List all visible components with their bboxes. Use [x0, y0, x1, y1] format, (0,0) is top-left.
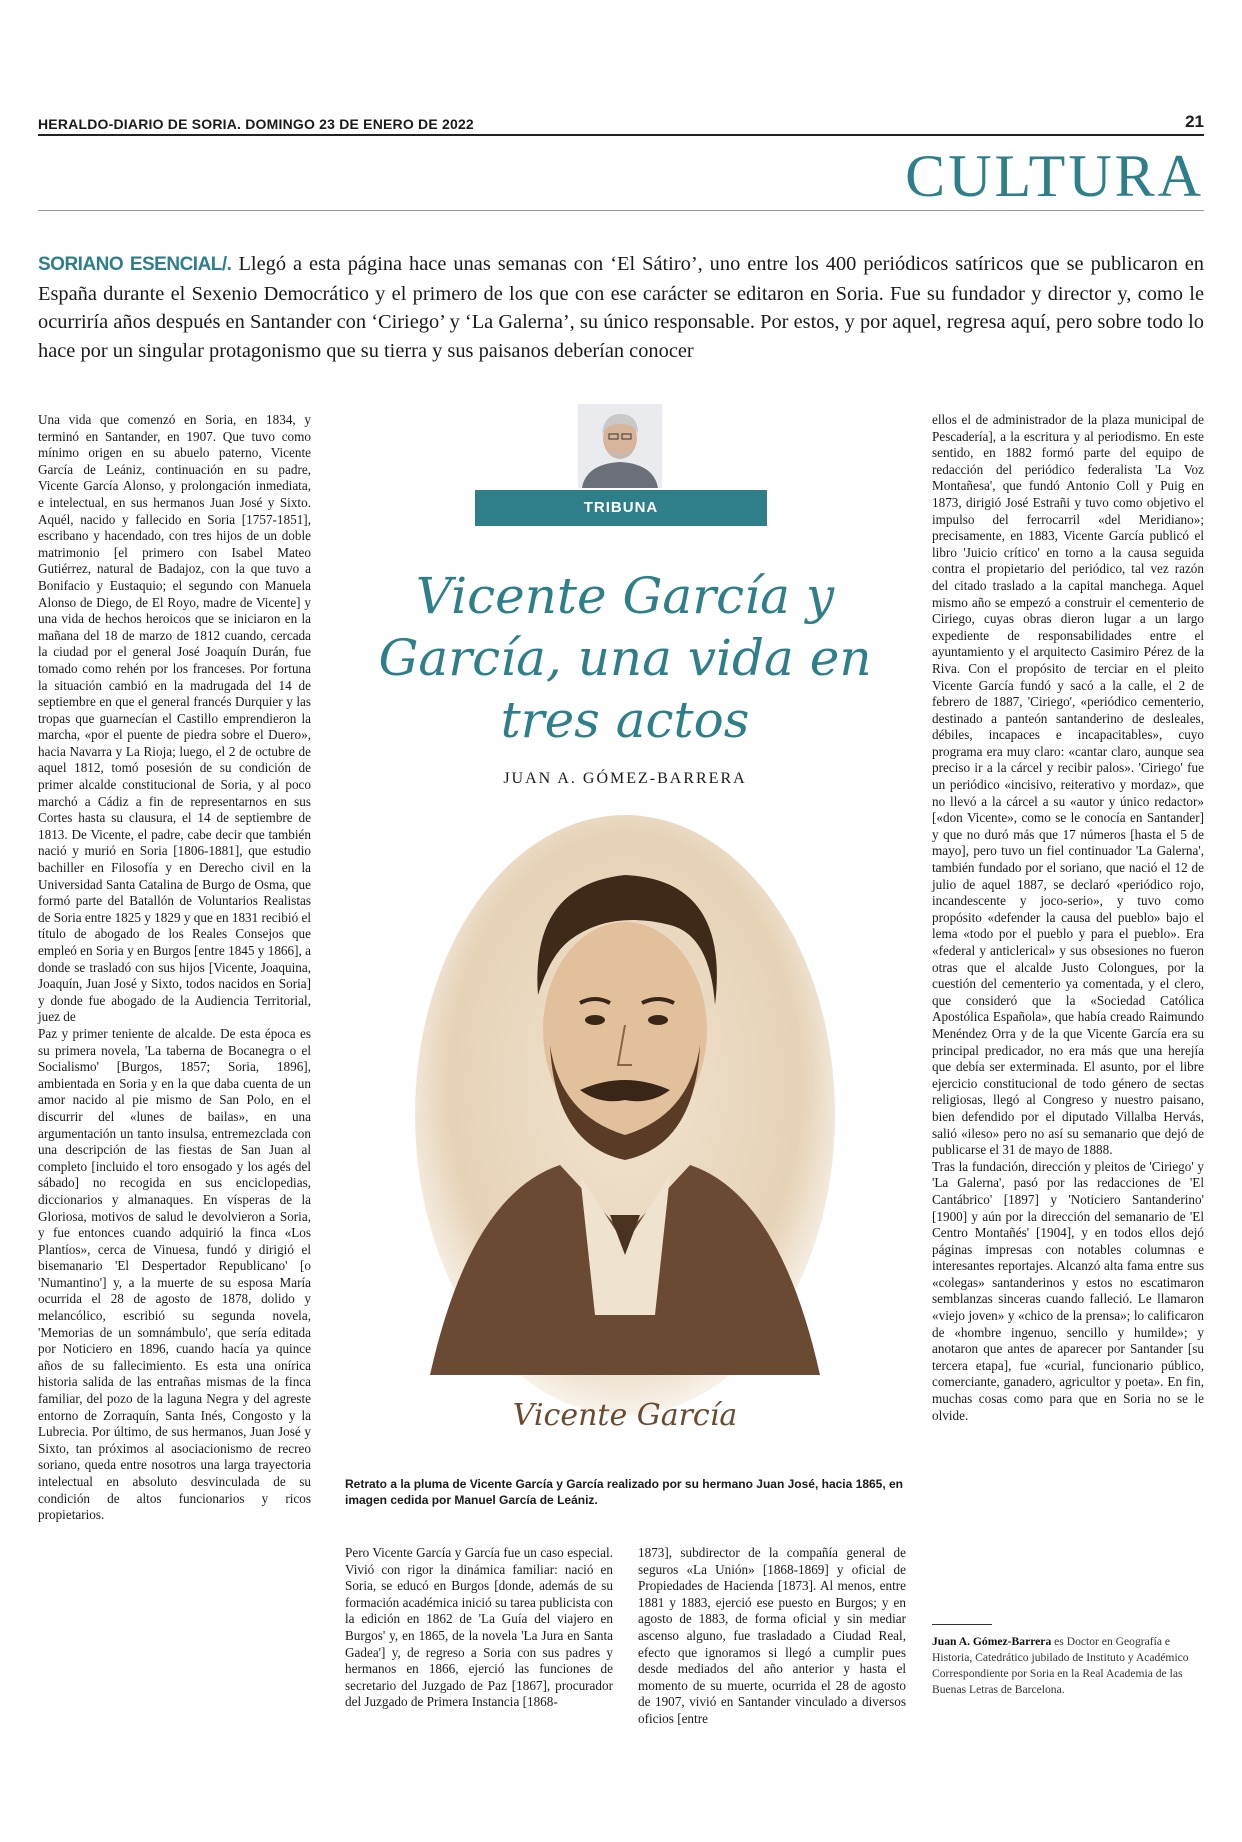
page-number: 21 [1185, 112, 1204, 131]
photo-caption: Retrato a la pluma de Vicente García y García realizado por su hermano Juan José, hacia 1865, en imagen cedida por Manuel García de Leániz. [345, 1477, 904, 1507]
section-rule [38, 210, 1204, 211]
lead-kicker: SORIANO ESENCIAL/. [38, 254, 232, 275]
lead-paragraph [38, 250, 1204, 365]
author-bio [932, 1634, 1204, 1698]
article-column-3: 1873], subdirector de la compañía general de seguros «La Unión» [1868-1869] y oficial de Propiedades de Hacienda [1873]. Al menos, entre 1881 y 1883, ejerció ese puesto en Burgos; y en agosto de 1883, de forma oficial y sin mediar ascenso alguno, fue trasladado a Ciudad Real, efecto que ignoramos si llegó a cumplir pues desde mediados del año anterior y hasta el momento de su muerte, ocurrida el 28 de agosto de 1907, vivió en Santander vinculado a diversos oficios [entre [638, 1545, 906, 1726]
lead-text: Llegó a esta página hace unas semanas con ‘El Sátiro’, uno entre los 400 periódicos satíricos que se publicaron en España durante el Sexenio Democrático y el primero de los que con ese carácter se editaron en Soria. Fue su fundador y director y, como le ocurriría años después en Santander con ‘Ciriego’ y ‘La Galerna’, su único responsable. Por estos, y por aquel, regresa aquí, pero sobre todo lo hace por un singular protagonismo que su tierra y sus paisanos deberían conocer [38, 253, 1205, 362]
bio-name: Juan A. Gómez-Barrera [932, 1635, 1052, 1648]
article-byline: JUAN A. GÓMEZ-BARRERA [503, 770, 747, 787]
article-column-1: Una vida que comenzó en Soria, en 1834, y terminó en Santander, en 1907. Que tuvo como mínimo origen en su abuelo paterno, Vicente García de Leániz, continuación en su padre, Vicente García Alonso, y prolongación inmediata, e intelectual, en sus hermanos Juan José y Sixto. Aquél, nacido y fallecido en Soria [1757-1851], escribano y hacendado, con tres hijos de un doble matrimonio [el primero con Isabel Mateo Gutiérrez, natural de Badajoz, con la que tuvo a Bonifacio y Eustaquio; el segundo con Manuela Alonso de Diego, de El Royo, madre de Vicente] y una vida de hechos heroicos que se iniciaron en la mañana del 18 de marzo de 1812 cuando, cercada la ciudad por el general José Joaquín Durán, fue tomado como rehén por los franceses. Por fortuna la situación cambió en la madrugada del 14 de septiembre en que el general francés Durquier y las tropas que guarnecían el Castillo emprendieron la marcha, «por el puente de piedra sobre el Duero», hacia Navarra y La Rioja; luego, el 2 de octubre de aquel 1812, tomó posesión de su condición de primer alcalde constitucional de Soria, y al poco marchó a Cádiz a fin de representarnos en sus Cortes hasta su clausura, el 14 de septiembre de 1813. De Vicente, el padre, cabe decir que también nació y murió en Soria [1806-1881], que estudio bachiller en Filosofía y en Derecho civil en la Universidad Santa Catalina de Burgo de Osma, que formó parte del Batallón de Voluntarios Realistas de Soria entre 1825 y 1829 y que en 1831 recibió el título de abogado de los Reales Consejos que empleó en Soria y en Burgos [entre 1845 y 1866], a donde se trasladó con sus hijos [Vicente, Joaquina, Joaquín, Juan José y Sixto, todos nacidos en Soria] y donde fue abogado de la Audiencia Territorial, juez de Paz y primer teniente de alcalde. De esta época es su primera novela, 'La taberna de Bocanegra o el Socialismo' [Burgos, 1857; Soria, 1896], ambientada en Soria y en la que daba cuenta de un amor nacido al pie mismo de San Polo, en el discurrir del «lunes de bailas», en una argumentación un tanto insulsa, entremezclada con una descripción de las fiestas de San Juan al completo [incluido el toro ensogado y los agés del sábado] no recogida en sus enciclopedias, diccionarios y almanaques. En vísperas de la Gloriosa, motivos de salud le devolvieron a Soria, y fue entonces cuando adquirió la finca «Los Plantíos», cerca de Vinuesa, fundó y dirigió el bisemanario 'El Despertador Republicano' [o 'Numantino'] y, a la muerte de su esposa María ocurrida el 28 de agosto de 1878, dolido y melancólico, escribió su segunda novela, 'Memorias de un somnámbulo', que sería editada por Noticiero en 1896, cuando hacía ya quince años de su fallecimiento. Es esta una onírica historia salida de las entrañas mismas de la finca familiar, del pozo de la laguna Negra y del agreste entorno de Zorraquín, Santa Inés, Congosto y la Lubrecia. Por último, de sus hermanos, Juan José y Sixto, tan próximos al asociacionismo de recreo soriano, queda entre nosotros una larga trayectoria intelectual en absoluto desvinculada de su condición de altos funcionarios y ricos propietarios. [38, 412, 311, 1523]
portrait-image [410, 815, 840, 1455]
article-column-4: ellos el de administrador de la plaza municipal de Pescadería], a la escritura y al periodismo. En este sentido, en 1882 formó parte del equipo de redacción del periódico federalista 'La Voz Montañesa', que fundó Antonio Coll y Puig en 1873, dirigió José Estrañi y tuvo como objetivo el impulso del ferrocarril «del Meridiano»; precisamente, en 1883, Vicente García publicó el libro 'Juicio crítico' en torno a la causa seguida contra el propietario del periódico, tal vez razón del citado traslado a la capital manchega. Aquel mismo año se empezó a construir el cementerio de Ciriego, cuyas obras dieron lugar a un largo expediente de responsabilidades entre el ayuntamiento y el arquitecto Casimiro Pérez de la Riva. Con el propósito de terciar en el pleito Vicente García fundó y sacó a la calle, el 2 de febrero de 1887, 'Ciriego', «periódico cementerio, destinado a panteón santanderino de desleales, débiles, incapaces e incapacitables», cuyo programa era muy claro: «cantar claro, aunque sea preciso ir a la cárcel y recibir palos». 'Ciriego' fue un periódico «incisivo, reiterativo y mordaz», que no llevó a la cárcel a su «autor y único redactor» [«don Vicente», como se le conocía en Santander] y que no duró más que 17 números [hasta el 5 de mayo], pero tuvo un fiel continuador 'La Galerna', también fundado por el soriano, que nació el 12 de julio de aquel 1887, se declaró «periódico rojo, incandescente y joco-serio», y tuvo como propósito «defender la causa del pueblo» bajo el lema «todo por el pueblo y para el pueblo». Era «federal y anticlerical» y sus obsesiones no fueron otras que el alcalde Justo Colongues, por la cuestión del cementerio ya comentada, y el clero, que consideró que la «Sociedad Católica Apostólica Española», que había creado Raimundo Menéndez Orra y de la que Vicente García era su principal predicador, no era más que una herejía que debía ser exterminada. El asunto, por el libre ejercicio constitucional de todo género de sectas religiosas, llegó al Congreso y nuestro paisano, bien defendido por el diputado Villalba Hervás, salió «ileso» pero no así su semanario que dejó de publicarse el 31 de mayo de 1888. Tras la fundación, dirección y pleitos de 'Ciriego' y 'La Galerna', pasó por las redacciones de 'El Cantábrico' [1897] y 'Noticiero Santanderino' [1900] y aún por la dirección del semanario de 'El Centro Montañés' [1904], y en todos ellos dejó páginas impresas con notables columnas e interesantes reportajes. Alcanzó alta fama entre sus «colegas» santanderinos y estos no escatimaron semblanzas sinceras cuando falleció. Le llamaron «viejo joven» y «chico de la prensa»; lo calificaron de «hombre ingenuo, sencillo y humilde»; y anotaron que antes de aparecer por Santander [su tercera etapa], fue «curial, funcionario público, comerciante, ganadero, agricultor y poeta». En fin, muchas cosas como para que en Soria no se le olvide. [932, 412, 1204, 1423]
bio-rule [932, 1624, 992, 1625]
top-rule [38, 134, 1204, 136]
portrait-signature: Vicente García [512, 1398, 738, 1433]
article-title: Vicente García y García, una vida en tres actos [378, 567, 872, 749]
section-title: CULTURA [905, 143, 1204, 209]
masthead-bar [38, 112, 1204, 134]
masthead-date: HERALDO-DIARIO DE SORIA. DOMINGO 23 DE ENERO DE 2022 [38, 116, 474, 132]
author-photo [578, 404, 662, 488]
article-column-2: Pero Vicente García y García fue un caso especial. Vivió con rigor la dinámica familiar: nació en Soria, se educó en Burgos [donde, además de su formación académica inició su tarea publicista con la edición en 1862 de 'La Guía del viajero en Burgos' y, en 1865, de la novela 'La Jura en Santa Gadea'] y, de regreso a Soria con sus padres y hermanos en 1866, ejerció las funciones de secretario del Juzgado de Paz [1867], procurador del Juzgado de Primera Instancia [1868- [345, 1545, 613, 1710]
bio-text: es Doctor en Geografía e Historia, Catedrático jubilado de Instituto y Académico Correspondiente por Soria en la Real Academia de las Buenas Letras de Barcelona. [932, 1635, 1189, 1696]
tribuna-tag: TRIBUNA [475, 490, 767, 526]
